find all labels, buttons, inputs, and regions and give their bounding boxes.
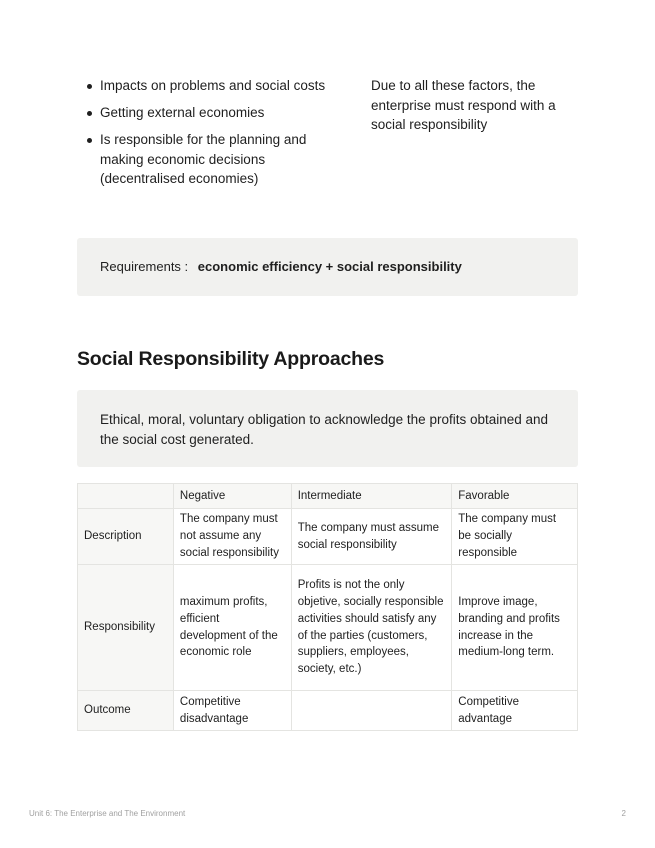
table-cell: The company must not assume any social responsibility [173,509,291,565]
ethical-callout: Ethical, moral, voluntary obligation to acknowledge the profits obtained and the social cost generated. [77,390,578,467]
list-item: Is responsible for the planning and making economic decisions (decentralised economies) [77,130,347,189]
table-cell: Competitive disadvantage [173,691,291,731]
factor-list [77,76,347,189]
table-cell: The company must assume social responsibility [291,509,452,565]
table-row [78,691,578,731]
table-header-row [78,484,578,509]
left-column [77,76,347,196]
list-item: Impacts on problems and social costs [77,76,347,96]
table-cell: Improve image, branding and profits increase in the medium-long term. [452,565,578,691]
row-label-responsibility: Responsibility [78,565,174,691]
row-label-description: Description [78,509,174,565]
row-label-outcome: Outcome [78,691,174,731]
table-cell: Competitive advantage [452,691,578,731]
approaches-table [77,483,578,731]
header-cell-intermediate: Intermediate [291,484,452,509]
header-cell-favorable: Favorable [452,484,578,509]
table-cell: Profits is not the only objetive, socially responsible activities should satisfy any of the parties (customers, suppliers, employees, society, etc.) [291,565,452,691]
header-cell-empty [78,484,174,509]
table-cell [291,691,452,731]
right-column-text: Due to all these factors, the enterprise must respond with a social responsibility [371,78,556,132]
page-number: 2 [621,809,626,818]
table-row [78,565,578,691]
section-heading: Social Responsibility Approaches [77,348,385,370]
header-cell-negative: Negative [173,484,291,509]
requirements-value: economic efficiency + social responsibility [197,259,462,274]
footer-title: Unit 6: The Enterprise and The Environment [29,809,186,818]
table-row [78,509,578,565]
table-cell: The company must be socially responsible [452,509,578,565]
requirements-label: Requirements : [100,259,189,274]
list-item: Getting external economies [77,103,347,123]
table-cell: maximum profits, efficient development of the economic role [173,565,291,691]
requirements-callout [77,238,578,296]
